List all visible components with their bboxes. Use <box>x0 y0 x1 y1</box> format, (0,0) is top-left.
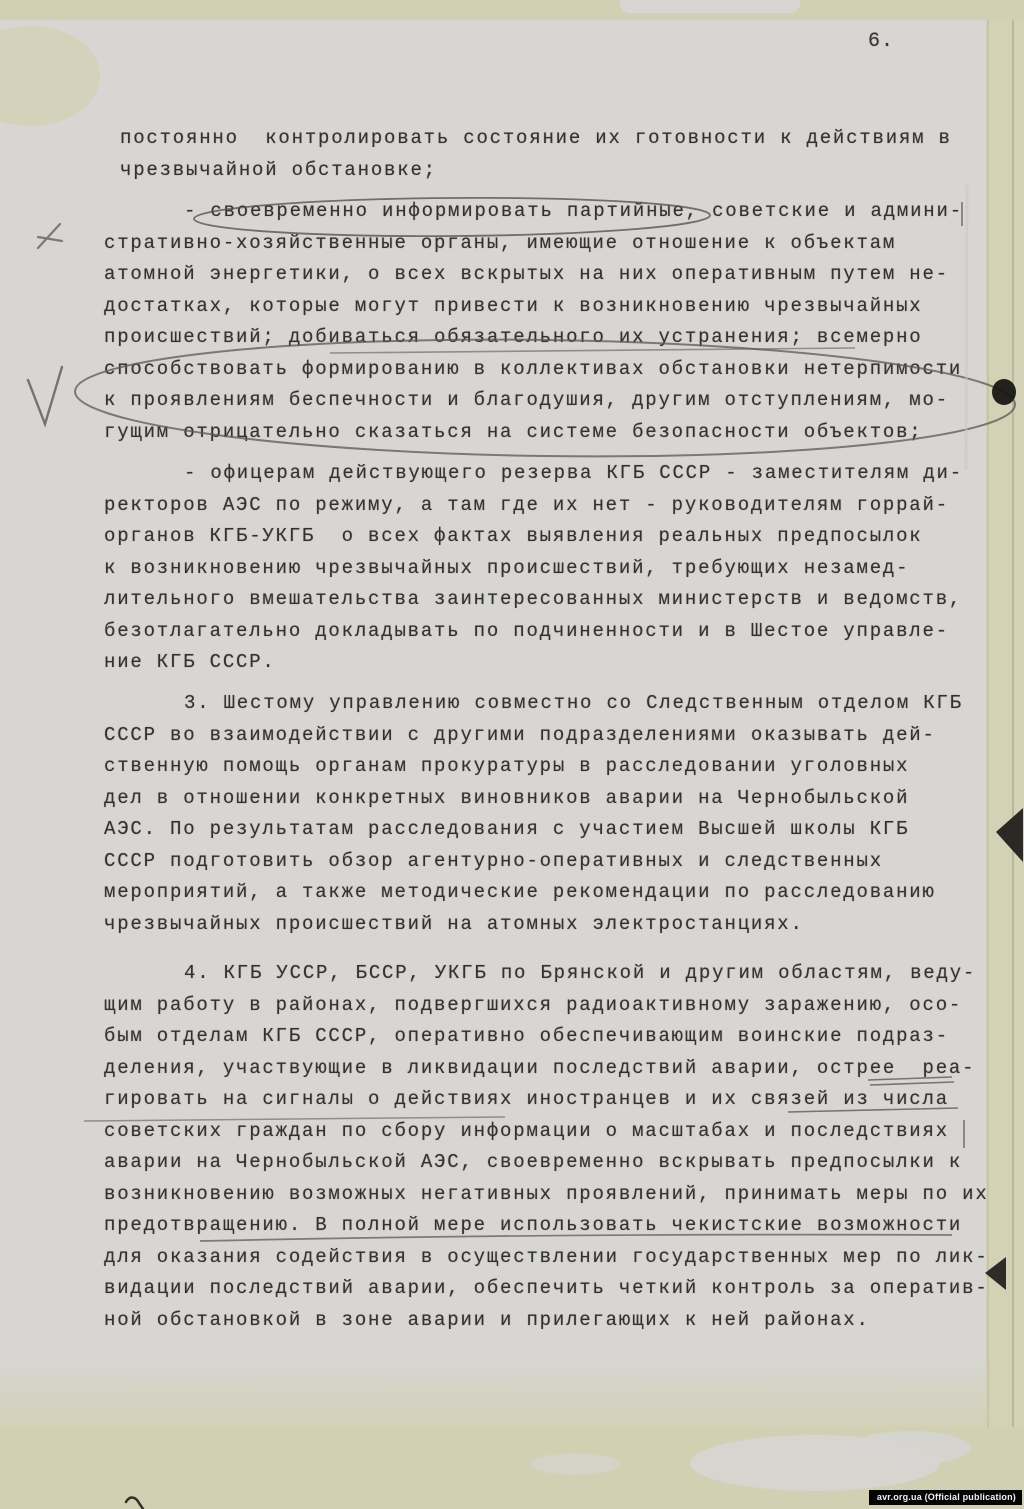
text-line: к проявлениям беспечности и благодушия, другим отступлениям, мо- <box>104 389 949 411</box>
text-line: деления, участвующие в ликвидации последствий аварии, острее реа- <box>104 1056 976 1079</box>
text-line: АЭС. По результатам расследования с участием Высшей школы КГБ <box>104 818 910 840</box>
edge-mark-lower <box>985 1257 1006 1290</box>
text-line: видации последствий аварии, обеспечить четкий контроль за оператив- <box>104 1277 989 1299</box>
overline-sovetskikh <box>84 1117 505 1121</box>
text-line: ной обстановкой в зоне аварии и прилегающих к ней районах. <box>104 1308 870 1331</box>
text-line: достатках, которые могут привести к возникновению чрезвычайных <box>104 294 923 317</box>
text-line: мероприятий, а также методические рекомендации по расследованию <box>104 881 936 903</box>
underline-rea <box>868 1077 954 1085</box>
page-number: 6. <box>868 30 895 53</box>
text-line: органов КГБ-УКГБ о всех фактах выявления реальных предпосылок <box>104 525 923 547</box>
text-line: происшествий; добиваться обязательного их устранения; всемерно <box>104 326 923 348</box>
text-line: 4. КГБ УССР, БССР, УКГБ по Брянской и другим областям, веду- <box>184 962 977 984</box>
text-line: 3. Шестому управлению совместно со Следственным отделом КГБ <box>184 692 963 714</box>
bottom-squiggle <box>126 1498 143 1509</box>
text-line: способствовать формированию в коллективах обстановки нетерпимости <box>104 357 963 380</box>
underline-iz-chisla <box>788 1108 958 1112</box>
text-line: лительного вмешательства заинтересованных министерств и ведомств, <box>104 588 963 610</box>
text-line: дел в отношении конкретных виновников аварии на Чернобыльской <box>104 786 910 809</box>
text-line: атомной энергетики, о всех вскрытых на них оперативным путем не- <box>104 263 949 285</box>
ink-blob <box>992 379 1016 405</box>
text-line: аварии на Чернобыльской АЭС, своевременно вскрывать предпосылки к <box>104 1151 963 1173</box>
edge-mark-upper <box>996 808 1023 862</box>
text-line: чрезвычайных происшествий на атомных электростанциях. <box>104 912 804 935</box>
phrase-oval <box>194 196 710 238</box>
text-line: стративно-хозяйственные органы, имеющие отношение к объектам <box>104 231 897 254</box>
text-line: ректоров АЭС по режиму, а там где их нет - руководителям горрай- <box>104 493 949 516</box>
text-line: предотвращению. В полной мере использовать чекистские возможности <box>104 1214 963 1236</box>
text-line: безотлагательно докладывать по подчиненности и в Шестое управле- <box>104 619 949 642</box>
text-line: СССР подготовить обзор агентурно-оперативных и следственных <box>104 849 883 872</box>
text-line: советских граждан по сбору информации о масштабах и последствиях <box>104 1119 949 1142</box>
margin-numeral-4 <box>38 224 62 248</box>
watermark: avr.org.ua (Official publication) <box>869 1490 1022 1505</box>
text-line: возникновению возможных негативных проявлений, принимать меры по их <box>104 1182 989 1205</box>
text-line: щим работу в районах, подвергшихся радиоактивному заражению, осо- <box>104 993 963 1016</box>
text-line: к возникновению чрезвычайных происшествий, требующих незамед- <box>104 556 910 579</box>
text-line: ние КГБ СССР. <box>104 651 276 673</box>
large-oval <box>74 333 1016 462</box>
text-line: гировать на сигналы о действиях иностранцев и их связей из числа <box>104 1088 949 1110</box>
text-line: СССР во взаимодействии с другими подразделениями оказывать дей- <box>104 723 936 746</box>
text-line: - офицерам действующего резерва КГБ СССР - заместителям ди- <box>184 462 963 484</box>
margin-check-mark <box>28 367 62 424</box>
text-line: бым отделам КГБ СССР, оперативно обеспечивающим воинские подраз- <box>104 1025 949 1047</box>
text-line: чрезвычайной обстановке; <box>120 158 437 181</box>
text-line: постоянно контролировать состояние их готовности к действиям в <box>120 127 952 149</box>
text-line: - своевременно информировать партийные, советские и админи- <box>184 200 963 222</box>
text-line: гущим отрицательно сказаться на системе безопасности объектов; <box>104 420 923 443</box>
underline-chekistskie <box>200 1235 952 1241</box>
text-line: для оказания содействия в осуществлении государственных мер по лик- <box>104 1245 989 1268</box>
crease-line <box>966 185 967 470</box>
text-line: ственную помощь органам прокуратуры в расследовании уголовных <box>104 755 910 777</box>
